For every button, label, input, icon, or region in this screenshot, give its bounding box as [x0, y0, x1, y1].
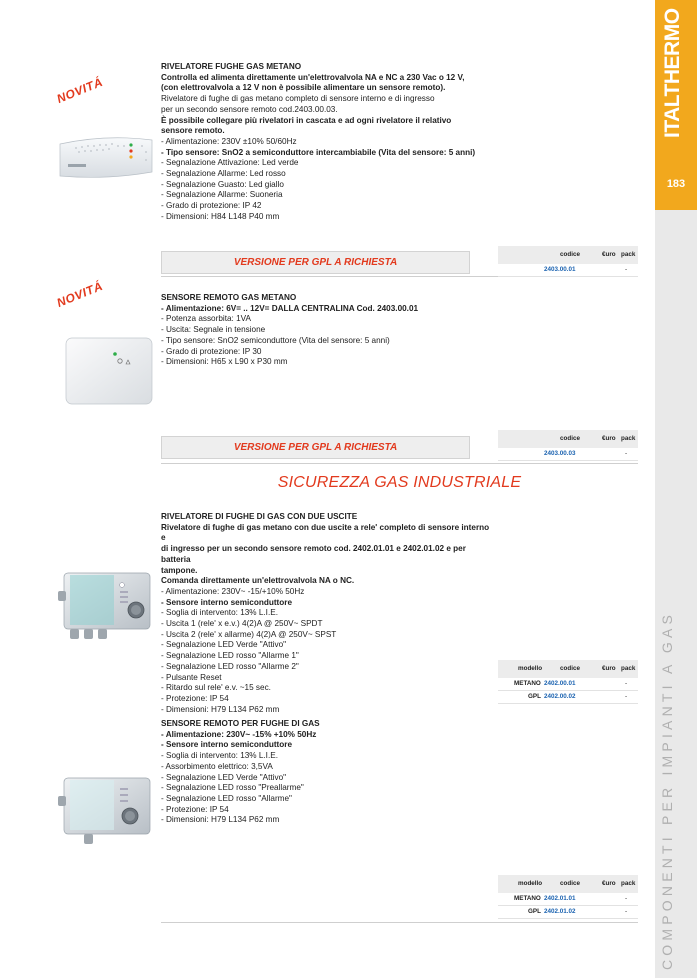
desc-line: Rivelatore di fughe di gas metano con due uscite a rele' completo di sensore interno e	[161, 522, 490, 543]
col-euro: €uro	[602, 251, 616, 258]
page-number: 183	[666, 178, 686, 190]
desc-line: - Segnalazione LED Verde "Attivo"	[161, 772, 287, 782]
desc-line: Controlla ed alimenta direttamente un'elettrovalvola NA e NC a 230 Vac o 12 V,	[161, 72, 465, 82]
col-codice: codice	[560, 435, 580, 442]
col-pack: pack	[621, 435, 636, 442]
desc-line: - Segnalazione Guasto: Led giallo	[161, 179, 284, 189]
table-header	[498, 430, 638, 448]
desc-line: - Grado di protezione: IP 30	[161, 346, 262, 356]
desc-line: - Assorbimento elettrico: 3,5VA	[161, 761, 273, 771]
product-code: 2403.00.03	[544, 450, 576, 457]
table-row	[498, 691, 638, 704]
product-description	[161, 293, 491, 368]
desc-line: - Alimentazione: 6V= .. 12V= DALLA CENTRALINA Cod. 2403.00.01	[161, 303, 419, 313]
price-table	[498, 660, 638, 704]
desc-line: - Soglia di intervento: 13% L.I.E.	[161, 751, 278, 761]
product-description	[161, 62, 491, 223]
desc-line: - Dimensioni: H79 L134 P62 mm	[161, 704, 280, 714]
divider	[161, 463, 638, 464]
price-table	[498, 430, 638, 461]
desc-line: - Segnalazione Allarme: Led rosso	[161, 169, 286, 179]
industrial-detector-photo	[56, 565, 160, 647]
col-modello: modello	[518, 665, 543, 672]
desc-line: - Dimensioni: H65 x L90 x P30 mm	[161, 357, 288, 367]
desc-line: - Grado di protezione: IP 42	[161, 201, 262, 211]
desc-line: per un secondo sensore remoto cod.2403.00.03.	[161, 104, 338, 114]
product-code: 2402.01.01	[544, 895, 576, 902]
brand-sidebar	[655, 0, 697, 210]
desc-line: tampone.	[161, 565, 198, 575]
desc-line: - Alimentazione: 230V~ -15/+10% 50Hz	[161, 586, 305, 596]
model-name: METANO	[514, 680, 541, 687]
desc-line: sensore remoto.	[161, 126, 225, 136]
table-header	[498, 246, 638, 264]
model-name: GPL	[528, 908, 541, 915]
desc-line: - Pulsante Reset	[161, 672, 222, 682]
product-code: 2403.00.01	[544, 266, 576, 273]
desc-line: - Uscita 2 (rele' x allarme) 4(2)A @ 250V~ SPST	[161, 629, 337, 639]
col-euro: €uro	[602, 435, 616, 442]
pack-value: -	[625, 450, 628, 457]
col-codice: codice	[560, 880, 580, 887]
category-sidebar	[655, 210, 697, 978]
desc-line: - Segnalazione Allarme: Suoneria	[161, 190, 283, 200]
table-row	[498, 448, 638, 461]
model-name: METANO	[514, 895, 541, 902]
gpl-version-note: VERSIONE PER GPL A RICHIESTA	[161, 251, 470, 274]
desc-line: (con elettrovalvola a 12 V non è possibile alimentare un sensore remoto).	[161, 83, 446, 93]
product-title: RIVELATORE DI FUGHE DI GAS CON DUE USCITE	[161, 512, 358, 521]
pack-value: -	[625, 680, 628, 687]
gas-detector-photo	[56, 132, 156, 182]
desc-line: - Segnalazione LED rosso "Allarme"	[161, 793, 292, 803]
divider	[161, 922, 638, 923]
desc-line: - Tipo sensore: SnO2 a semiconduttore intercambiabile (Vita del sensore: 5 anni)	[161, 147, 476, 157]
desc-line: - Protezione: IP 54	[161, 693, 229, 703]
desc-line: - Segnalazione LED rosso "Preallarme"	[161, 783, 304, 793]
desc-line: - Potenza assorbita: 1VA	[161, 314, 251, 324]
product-description	[161, 719, 491, 826]
novita-badge: NOVITÁ	[54, 278, 105, 310]
col-codice: codice	[560, 251, 580, 258]
desc-line: di ingresso per un secondo sensore remoto cod. 2402.01.01 e 2402.01.02 e per batteria	[161, 544, 466, 564]
col-pack: pack	[621, 251, 636, 258]
category-title: COMPONENTI PER IMPIANTI A GAS	[659, 610, 675, 970]
desc-line: - Uscita: Segnale in tensione	[161, 325, 266, 335]
table-header	[498, 660, 638, 678]
col-pack: pack	[621, 880, 636, 887]
table-row	[498, 678, 638, 691]
col-euro: €uro	[602, 665, 616, 672]
price-table	[498, 875, 638, 919]
desc-line: - Uscita 1 (rele' x e.v.) 4(2)A @ 250V~ SPDT	[161, 619, 323, 629]
pack-value: -	[625, 693, 628, 700]
industrial-sensor-photo	[56, 770, 160, 852]
desc-line: - Sensore interno semiconduttore	[161, 740, 293, 750]
desc-line: - Sensore interno semiconduttore	[161, 597, 293, 607]
desc-line: Rivelatore di fughe di gas metano completo di sensore interno e di ingresso	[161, 94, 435, 104]
product-code: 2402.01.02	[544, 908, 576, 915]
product-title: SENSORE REMOTO GAS METANO	[161, 293, 297, 302]
remote-sensor-photo	[62, 334, 158, 410]
pack-value: -	[625, 895, 628, 902]
novita-badge: NOVITÁ	[54, 74, 105, 106]
desc-line: - Alimentazione: 230V ±10% 50/60Hz	[161, 136, 297, 146]
pack-value: -	[625, 266, 628, 273]
desc-line: - Dimensioni: H79 L134 P62 mm	[161, 815, 280, 825]
col-pack: pack	[621, 665, 636, 672]
desc-line: È possibile collegare più rivelatori in cascata e ad ogni rivelatore il relativo	[161, 115, 452, 125]
product-title: SENSORE REMOTO PER FUGHE DI GAS	[161, 719, 320, 728]
desc-line: Comanda direttamente un'elettrovalvola NA o NC.	[161, 576, 355, 586]
table-row	[498, 906, 638, 919]
product-code: 2402.00.01	[544, 680, 576, 687]
section-title: SICUREZZA GAS INDUSTRIALE	[277, 474, 522, 491]
desc-line: - Segnalazione LED rosso "Allarme 1"	[161, 651, 299, 661]
product-description	[161, 512, 491, 715]
product-title: RIVELATORE FUGHE GAS METANO	[161, 62, 302, 71]
table-row	[498, 264, 638, 277]
gpl-version-note: VERSIONE PER GPL A RICHIESTA	[161, 436, 470, 459]
col-codice: codice	[560, 665, 580, 672]
col-euro: €uro	[602, 880, 616, 887]
desc-line: - Segnalazione Attivazione: Led verde	[161, 158, 299, 168]
product-code: 2402.00.02	[544, 693, 576, 700]
brand-logo-text: ITALTHERMO	[661, 8, 684, 138]
price-table	[498, 246, 638, 277]
desc-line: - Tipo sensore: SnO2 semiconduttore (Vita del sensore: 5 anni)	[161, 335, 390, 345]
desc-line: - Dimensioni: H84 L148 P40 mm	[161, 211, 280, 221]
table-row	[498, 893, 638, 906]
pack-value: -	[625, 908, 628, 915]
desc-line: - Soglia di intervento: 13% L.I.E.	[161, 608, 278, 618]
col-modello: modello	[518, 880, 543, 887]
desc-line: - Protezione: IP 54	[161, 804, 229, 814]
desc-line: - Ritardo sul rele' e.v. ~15 sec.	[161, 683, 271, 693]
desc-line: - Alimentazione: 230V~ -15% +10% 50Hz	[161, 729, 317, 739]
desc-line: - Segnalazione LED Verde "Attivo"	[161, 640, 287, 650]
model-name: GPL	[528, 693, 541, 700]
desc-line: - Segnalazione LED rosso "Allarme 2"	[161, 661, 299, 671]
table-header	[498, 875, 638, 893]
